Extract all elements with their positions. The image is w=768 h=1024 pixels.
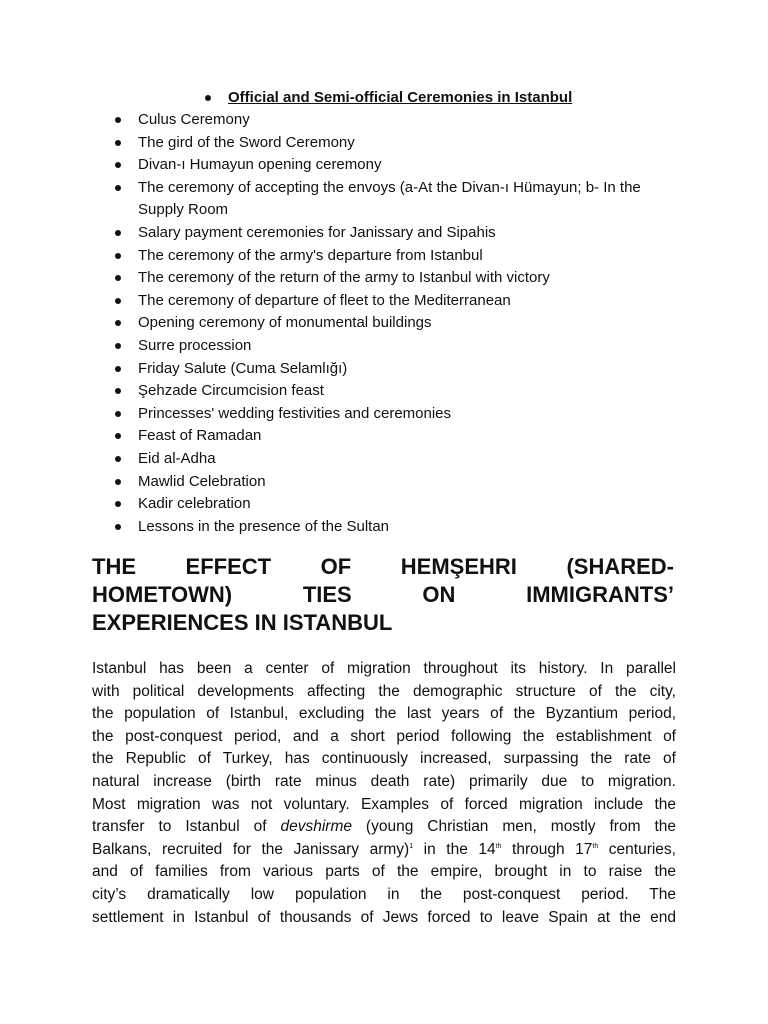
article-title-line: THE EFFECT OF HEMŞEHRI (SHARED- (92, 554, 674, 579)
list-item: Lessons in the presence of the Sultan (115, 516, 695, 539)
paragraph-line: Istanbul has been a center of migration throughout its history. In parallel (92, 660, 676, 677)
article-title (92, 553, 674, 637)
paragraph-line: and of families from various parts of the empire, brought in to raise the (92, 863, 676, 881)
list-item: The gird of the Sword Ceremony (115, 132, 695, 155)
list-item: Friday Salute (Cuma Selamlığı) (115, 358, 695, 381)
paragraph-line: the Republic of Turkey, has continuously increased, surpassing the rate of (92, 750, 676, 768)
bullet-icon (115, 456, 121, 462)
list-item: Şehzade Circumcision feast (115, 380, 695, 403)
section-heading-text: Official and Semi-official Ceremonies in Istanbul (228, 89, 573, 106)
paragraph-line: the population of Istanbul, excluding the last years of the Byzantium period, (92, 705, 676, 723)
paragraph-line: with political developments affecting the demographic structure of the city, (92, 682, 676, 700)
list-item: Divan-ı Humayun opening ceremony (115, 154, 695, 177)
list-item: Mawlid Celebration (115, 471, 695, 494)
bullet-icon (115, 501, 121, 507)
italic-term: devshirme (280, 818, 352, 836)
article-title-line: EXPERIENCES IN ISTANBUL (92, 610, 393, 635)
list-item: The ceremony of departure of fleet to the Mediterranean (115, 290, 695, 313)
list-item: Salary payment ceremonies for Janissary and Sipahis (115, 222, 695, 245)
paragraph-line: transfer to Istanbul of devshirme (young Christian men, mostly from the (92, 818, 676, 836)
article-title-line: HOMETOWN) TIES ON IMMIGRANTS’ (92, 582, 674, 607)
bullet-icon (115, 524, 121, 530)
bullet-icon (115, 411, 121, 417)
bullet-icon (115, 253, 121, 259)
list-item: Culus Ceremony (115, 109, 695, 132)
bullet-icon (115, 343, 121, 349)
paragraph-line: Most migration was not voluntary. Examples of forced migration include the (92, 795, 676, 813)
ordinal-suffix: th (495, 842, 502, 850)
bullet-icon (115, 366, 121, 372)
bullet-icon (115, 140, 121, 146)
ordinal-suffix: th (592, 842, 599, 850)
section-heading (205, 88, 572, 108)
ceremony-list (115, 109, 695, 538)
bullet-icon (205, 95, 211, 101)
list-item: The ceremony of accepting the envoys (a-At the Divan-ı Hümayun; b- In the Supply Room (115, 177, 695, 222)
list-item: Opening ceremony of monumental buildings (115, 312, 695, 335)
bullet-icon (115, 433, 121, 439)
list-item: Eid al-Adha (115, 448, 695, 471)
body-paragraph (92, 658, 676, 929)
bullet-icon (115, 298, 121, 304)
bullet-icon (115, 162, 121, 168)
bullet-icon (115, 479, 121, 485)
paragraph-line: city’s dramatically low population in the post-conquest period. The (92, 885, 676, 903)
paragraph-line: the post-conquest period, and a short period following the establishment of (92, 727, 676, 745)
bullet-icon (115, 388, 121, 394)
list-item: Princesses' wedding festivities and ceremonies (115, 403, 695, 426)
paragraph-line: Balkans, recruited for the Janissary army)$^1$ in the 14th through 17th centuries, (92, 840, 676, 858)
list-item: Kadir celebration (115, 493, 695, 516)
paragraph-line: natural increase (birth rate minus death rate) primarily due to migration. (92, 772, 676, 790)
bullet-icon (115, 275, 121, 281)
list-item: The ceremony of the return of the army to Istanbul with victory (115, 267, 695, 290)
bullet-icon (115, 230, 121, 236)
footnote-marker[interactable]: 1 (409, 842, 414, 850)
bullet-icon (115, 117, 121, 123)
list-item: Surre procession (115, 335, 695, 358)
list-item: The ceremony of the army's departure from Istanbul (115, 245, 695, 268)
list-item: Feast of Ramadan (115, 425, 695, 448)
paragraph-line: settlement in Istanbul of thousands of Jews forced to leave Spain at the end (92, 908, 676, 926)
bullet-icon (115, 185, 121, 191)
bullet-icon (115, 320, 121, 326)
